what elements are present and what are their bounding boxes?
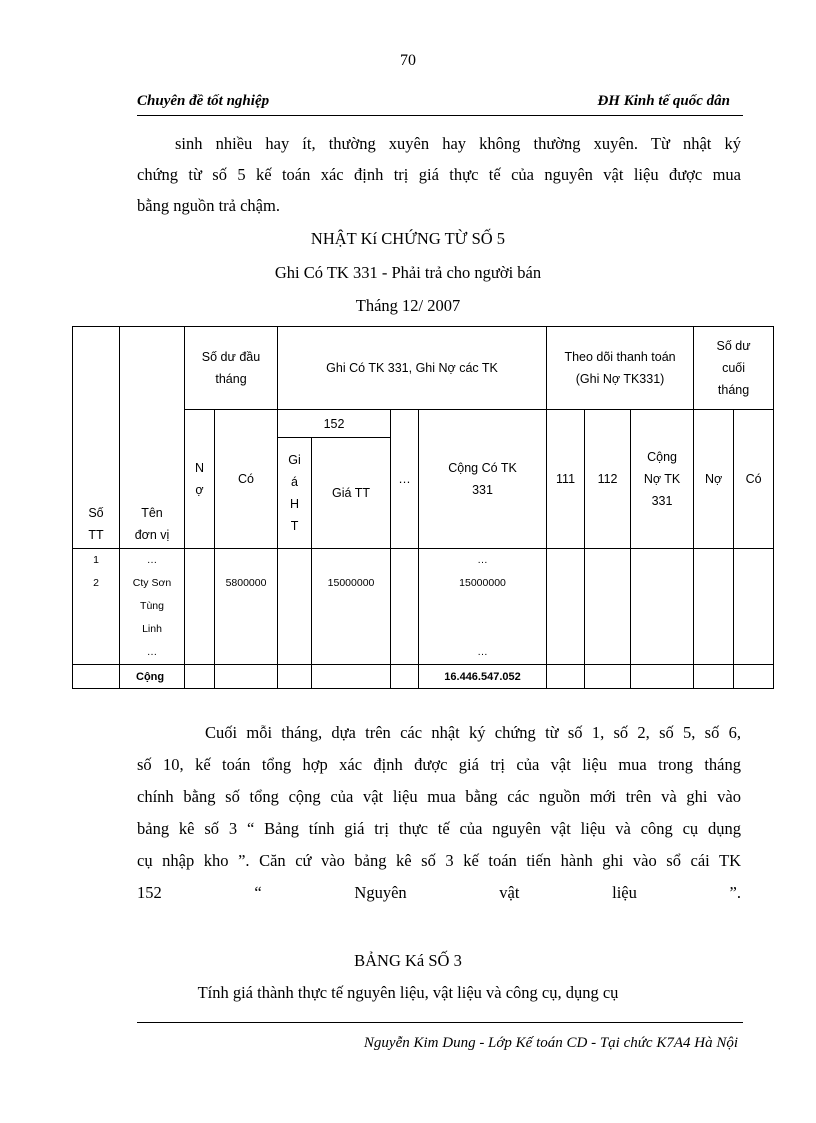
total-cell — [631, 665, 694, 689]
header-tk-152: 152 — [278, 410, 391, 438]
cell-112 — [585, 549, 631, 665]
journal-subtitle: Ghi Có TK 331 - Phải trả cho người bán — [274, 263, 542, 282]
paragraph-line: sinh nhiều hay ít, thường xuyên hay không thường xuyên. Từ nhật ký — [175, 134, 741, 153]
paragraph-line: 152 “ Nguyên vật liệu ”. — [137, 883, 741, 902]
header-co: Có — [215, 410, 278, 549]
total-cong-co: 16.446.547.052 — [419, 665, 547, 689]
cell-cong-no — [631, 549, 694, 665]
journal-title: NHẬT Kí CHỨNG TỪ SỐ 5 — [310, 229, 506, 248]
header-so-du-dau-thang: Số dư đầu tháng — [185, 327, 278, 410]
total-cell — [185, 665, 215, 689]
header-rule — [137, 115, 743, 116]
paragraph-2 — [137, 717, 741, 909]
header-dots: … — [391, 410, 419, 549]
total-cell — [547, 665, 585, 689]
paragraph-line: bảng kê số 3 “ Bảng tính giá trị thực tế của nguyên vật liệu và công cụ dụng — [137, 819, 741, 838]
header-right: ĐH Kinh tế quốc dân — [597, 93, 730, 109]
header-no-cuoi: Nợ — [694, 410, 734, 549]
cell-no-cuoi — [694, 549, 734, 665]
paragraph-line: cụ nhập kho ”. Căn cứ vào bảng kê số 3 kế toán tiến hành ghi vào sổ cái TK — [137, 851, 741, 870]
table-row — [73, 549, 774, 665]
header-left: Chuyên đề tốt nghiệp — [137, 93, 270, 109]
header-theo-doi-thanh-toan: Theo dõi thanh toán (Ghi Nợ TK331) — [547, 327, 694, 410]
footer: Nguyễn Kim Dung - Lớp Kế toán CD - Tại chức K7A4 Hà Nội — [363, 1035, 738, 1051]
total-stt — [73, 665, 120, 689]
total-row — [73, 665, 774, 689]
total-label: Cộng — [120, 665, 185, 689]
header-cong-co-tk: Cộng Có TK 331 — [419, 410, 547, 549]
header-ten-don-vi: Tên đơn vị — [120, 327, 185, 549]
total-cell — [585, 665, 631, 689]
cell-cong-co: … 15000000 … — [419, 549, 547, 665]
page-number: 70 — [400, 52, 416, 69]
header-cong-no-tk: Cộng Nợ TK 331 — [631, 410, 694, 549]
header-gia-tt: Giá TT — [312, 438, 391, 549]
cell-stt: 1 2 — [73, 549, 120, 665]
total-cell — [215, 665, 278, 689]
paragraph-line: chứng từ số 5 kế toán xác định trị giá thực tế của nguyên vật liệu được mua — [137, 165, 741, 184]
header-no: N ợ — [185, 410, 215, 549]
header-tk-111: 111 — [547, 410, 585, 549]
cell-dots — [391, 549, 419, 665]
total-cell — [312, 665, 391, 689]
cell-co-dau: 5800000 — [215, 549, 278, 665]
header-tk-112: 112 — [585, 410, 631, 549]
total-cell — [694, 665, 734, 689]
cell-gia-tt: 15000000 — [312, 549, 391, 665]
header-so-du-cuoi-thang: Số dư cuối tháng — [694, 327, 774, 410]
paragraph-1 — [137, 128, 741, 221]
table3-subtitle: Tính giá thành thực tế nguyên liệu, vật liệu và công cụ, dụng cụ — [197, 983, 619, 1002]
total-cell — [734, 665, 774, 689]
cell-no-dau — [185, 549, 215, 665]
header-ghi-co: Ghi Có TK 331, Ghi Nợ các TK — [278, 327, 547, 410]
cell-111 — [547, 549, 585, 665]
journal-table — [72, 326, 774, 689]
paragraph-line: số 10, kế toán tổng hợp xác định được giá trị của vật liệu mua trong tháng — [137, 755, 741, 774]
total-cell — [391, 665, 419, 689]
cell-gia-ht — [278, 549, 312, 665]
header-gia-ht: Gi á H T — [278, 438, 312, 549]
header-stt: Số TT — [73, 327, 120, 549]
cell-co-cuoi — [734, 549, 774, 665]
header-co-cuoi: Có — [734, 410, 774, 549]
footer-rule — [137, 1022, 743, 1023]
total-cell — [278, 665, 312, 689]
journal-month: Tháng 12/ 2007 — [355, 296, 461, 315]
cell-ten-don-vi: … Cty Sơn Tùng Linh … — [120, 549, 185, 665]
paragraph-line: chính bằng số tổng cộng của vật liệu mua bằng các nguồn mới trên và ghi vào — [137, 787, 741, 806]
paragraph-line: bằng nguồn trả chậm. — [137, 196, 280, 215]
paragraph-line: Cuối mỗi tháng, dựa trên các nhật ký chứng từ số 1, số 2, số 5, số 6, — [205, 723, 741, 742]
table3-title: BẢNG Ká SỐ 3 — [354, 951, 462, 970]
